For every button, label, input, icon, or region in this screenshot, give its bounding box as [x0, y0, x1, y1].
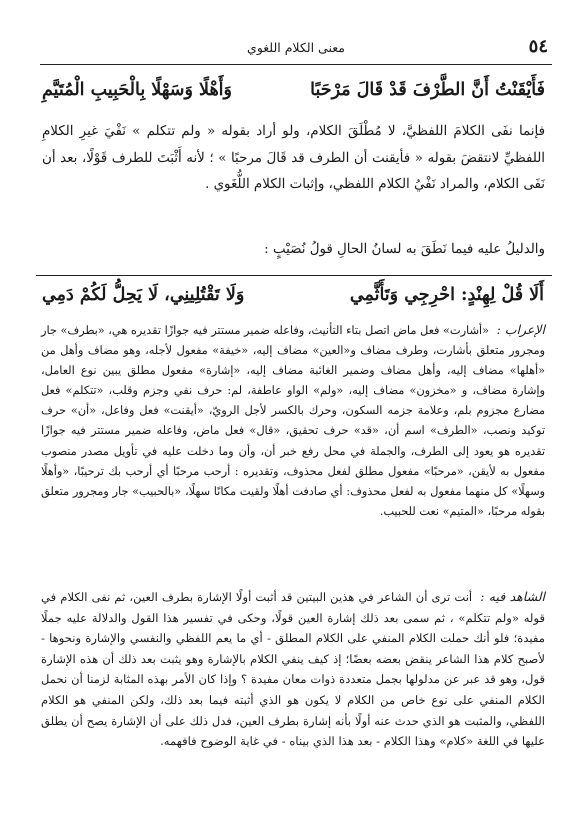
irab-label: الإعراب :	[496, 322, 545, 337]
page-header	[40, 34, 552, 62]
irab-commentary	[41, 320, 545, 522]
running-title: معنى الكلام اللغوي	[247, 40, 345, 55]
shahid-text: أنت ترى أن الشاعر في هذين البيتين قد أثبت أولًا الإشارة بطرف العين، ثم نفى الكلام في قوله «ولم تتكلم» ، ثم سمى بعد ذلك إشارة العين قولًا، وحكى في تفسير هذا القول والدلالة عليه جملًا مفيدة؛ فلو أنك حملت الكلام المنفي على الكلام المطلق - أي ما يعم اللفظي والنفسي والإشارة ونحوها - لأصبح كلام هذا الشاعر ينقض بعضه بعضًا؛ إذ كيف ينفي الكلام بالإشارة وهو يثبت بعد ذلك أن هذه الإشارة قول، وهو قد عبر عن مدلولها بجمل متعددة ذوات معان مفيدة ؟ وإذا كان الأمر بهذه المثابة لزمنا أن نحمل الكلام المنفي على نوع خاص من الكلام لا يكون هو الذي أثبته فيما بعد ذلك، ولكن المنفي هو الكلام اللفظي، والمثبت هو الذي حدث عنه أولًا بأنه إشارة بطرف العين، فدل ذلك على أن الإشارة يصح أن يطلق عليها في اللغة «كلام» وهذا الكلام - بعد هذا الذي بيناه - في غاية الوضوح فافهمه.	[41, 590, 545, 749]
header-rule	[40, 64, 552, 65]
verse-second-hemistich: وَأَهْلًا وَسَهْلًا بِالْحَبِيبِ الْمُتَيَّمِ	[42, 80, 232, 100]
verse-second-hemistich: وَلَا تَقْتُلِينِي، لَا يَحِلُّ لَكُمْ دَمِي	[42, 285, 245, 305]
page-number: ٥٤	[528, 36, 548, 57]
shahid-label: الشاهد فيه :	[480, 589, 545, 604]
irab-text: «أشارت» فعل ماض اتصل بتاء التأنيث، وفاعله ضمير مستتر فيه جوازًا تقديره هي، «بطرف» جار ومجرور متعلق بأشارت، وطرف مضاف و«العين» مضاف إليه، «خيفة» مفعول لأجله، وهو مضاف وأهل من «أهلها» مضاف إليه، وأهل مضاف وضمير الغائبة مضاف إليه، «إشارة» مفعول مطلق يبين نوع العامل، وإشارة مضاف، و «مخزون» مضاف إليه، «ولم» الواو عاطفة، لم: حرف نفي وجزم وقلب، «تتكلم» فعل مضارع مجزوم بلم، وعلامة جزمه السكون، وحرك بالكسر لأجل الرويّ، «أيقنت» فعل وفاعل، «أن» حرف توكيد ونصب، «الطرف» اسم أن، «قد» حرف تحقيق، «قال» فعل ماض، وفاعله ضمير مستتر فيه جوازًا تقديره هو يعود إلى الطرف، والجملة في محل رفع خبر أن، وأن وما دخلت عليه في تأويل مصدر منصوب مفعول به لأيقن، «مرحبًا» مفعول مطلق لفعل محذوف، وتقديره : أرحب مرحبًا أي أرحب بك ترحيبًا، «وأهلًا وسهلًا» كل منهما مفعول به لفعل محذوف: أي صادفت أهلًا ولقيت مكانًا سهلًا، «بالحبيب» جار ومجرور متعلق بقوله مرحبًا، «المتيم» نعت للحبيب.	[41, 324, 545, 518]
verse-line	[42, 80, 545, 110]
body-paragraph-evidence: والدليلُ عليه فيما نَطَقَ به لسانُ الحالِ قولُ نُصَيْبٍ :	[264, 242, 545, 257]
verse-first-hemistich: أَلَا قُلْ لِهِنْدٍ: احْرِجِي وَتَأَثَّمِي	[349, 285, 544, 305]
body-paragraph: فإنما نفَى الكلامَ اللفظيَّ، لا مُطْلَقَ الكلام، ولو أراد بقوله « ولم تتكلم » نَفْيَ غيرِ الكلامِ اللفظيِّ لانتقضَ بقوله « فأيقنت أن الطرف قد قَالَ مرحبًا » ؛ لأنه أَثْبَتَ للطرف قَوْلًا، بعد أن نَفَى الكلام، والمراد نَفْيُ الكلام اللفظي، وإثبات الكلام اللُّغَوي .	[42, 124, 545, 192]
verse-line-cited	[42, 285, 544, 315]
verse-first-hemistich: فَأَيْقَنْتُ أَنَّ الطَّرْفَ قَدْ قَالَ مَرْحَبًا	[310, 80, 545, 100]
shahid-commentary	[41, 587, 545, 752]
footnote-divider	[36, 275, 552, 276]
